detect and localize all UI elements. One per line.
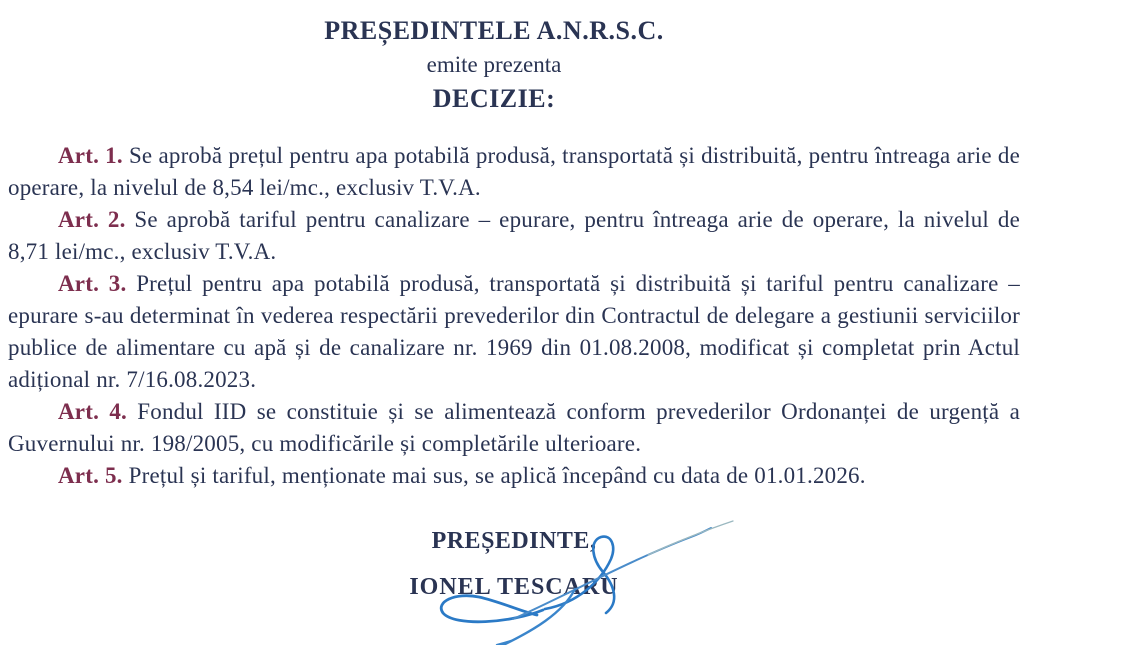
signer-role: PREȘEDINTE, bbox=[431, 528, 597, 554]
article-3 bbox=[8, 268, 1020, 396]
article-2 bbox=[8, 204, 1020, 268]
article-4 bbox=[8, 396, 1020, 460]
document-body bbox=[8, 140, 1020, 492]
article-2-text: Se aprobă tariful pentru canalizare – epurare, pentru întreaga arie de operare, la nivelul de 8,71 lei/mc., exclusiv T.V.A. bbox=[8, 207, 1020, 264]
article-1-text: Se aprobă prețul pentru apa potabilă produsă, transportată și distribuită, pentru întreaga arie de operare, la nivelul de 8,54 lei/mc., exclusiv T.V.A. bbox=[8, 143, 1020, 200]
article-5-label: Art. 5. bbox=[58, 463, 123, 488]
article-3-label: Art. 3. bbox=[58, 271, 127, 296]
article-4-text: Fondul IID se constituie și se alimentează conform prevederilor Ordonanței de urgență a Guvernului nr. 198/2005, cu modificările și completările ulterioare. bbox=[8, 399, 1020, 456]
article-3-text: Prețul pentru apa potabilă produsă, transportată și distribuită și tariful pentru canalizare – epurare s-au determinat în vederea respectării prevederilor din Contractul de delegare a gestiunii serviciilor publice de alimentare cu apă și de canalizare nr. 1969 din 01.08.2008, modificat și completat prin Actul adițional nr. 7/16.08.2023. bbox=[8, 271, 1020, 392]
document-title: DECIZIE: bbox=[432, 84, 556, 113]
intro-line: emite prezenta bbox=[426, 52, 562, 77]
article-4-label: Art. 4. bbox=[58, 399, 127, 424]
article-1 bbox=[8, 140, 1020, 204]
article-5 bbox=[8, 460, 1020, 492]
document-header bbox=[0, 14, 1000, 116]
article-2-label: Art. 2. bbox=[58, 207, 126, 232]
article-1-label: Art. 1. bbox=[58, 143, 123, 168]
signature-block bbox=[8, 526, 1020, 602]
signer-name: IONEL TESCARU bbox=[409, 574, 619, 600]
issuer-heading: PREȘEDINTELE A.N.R.S.C. bbox=[324, 16, 664, 45]
article-5-text: Prețul și tariful, menționate mai sus, se aplică începând cu data de 01.01.2026. bbox=[128, 463, 866, 488]
